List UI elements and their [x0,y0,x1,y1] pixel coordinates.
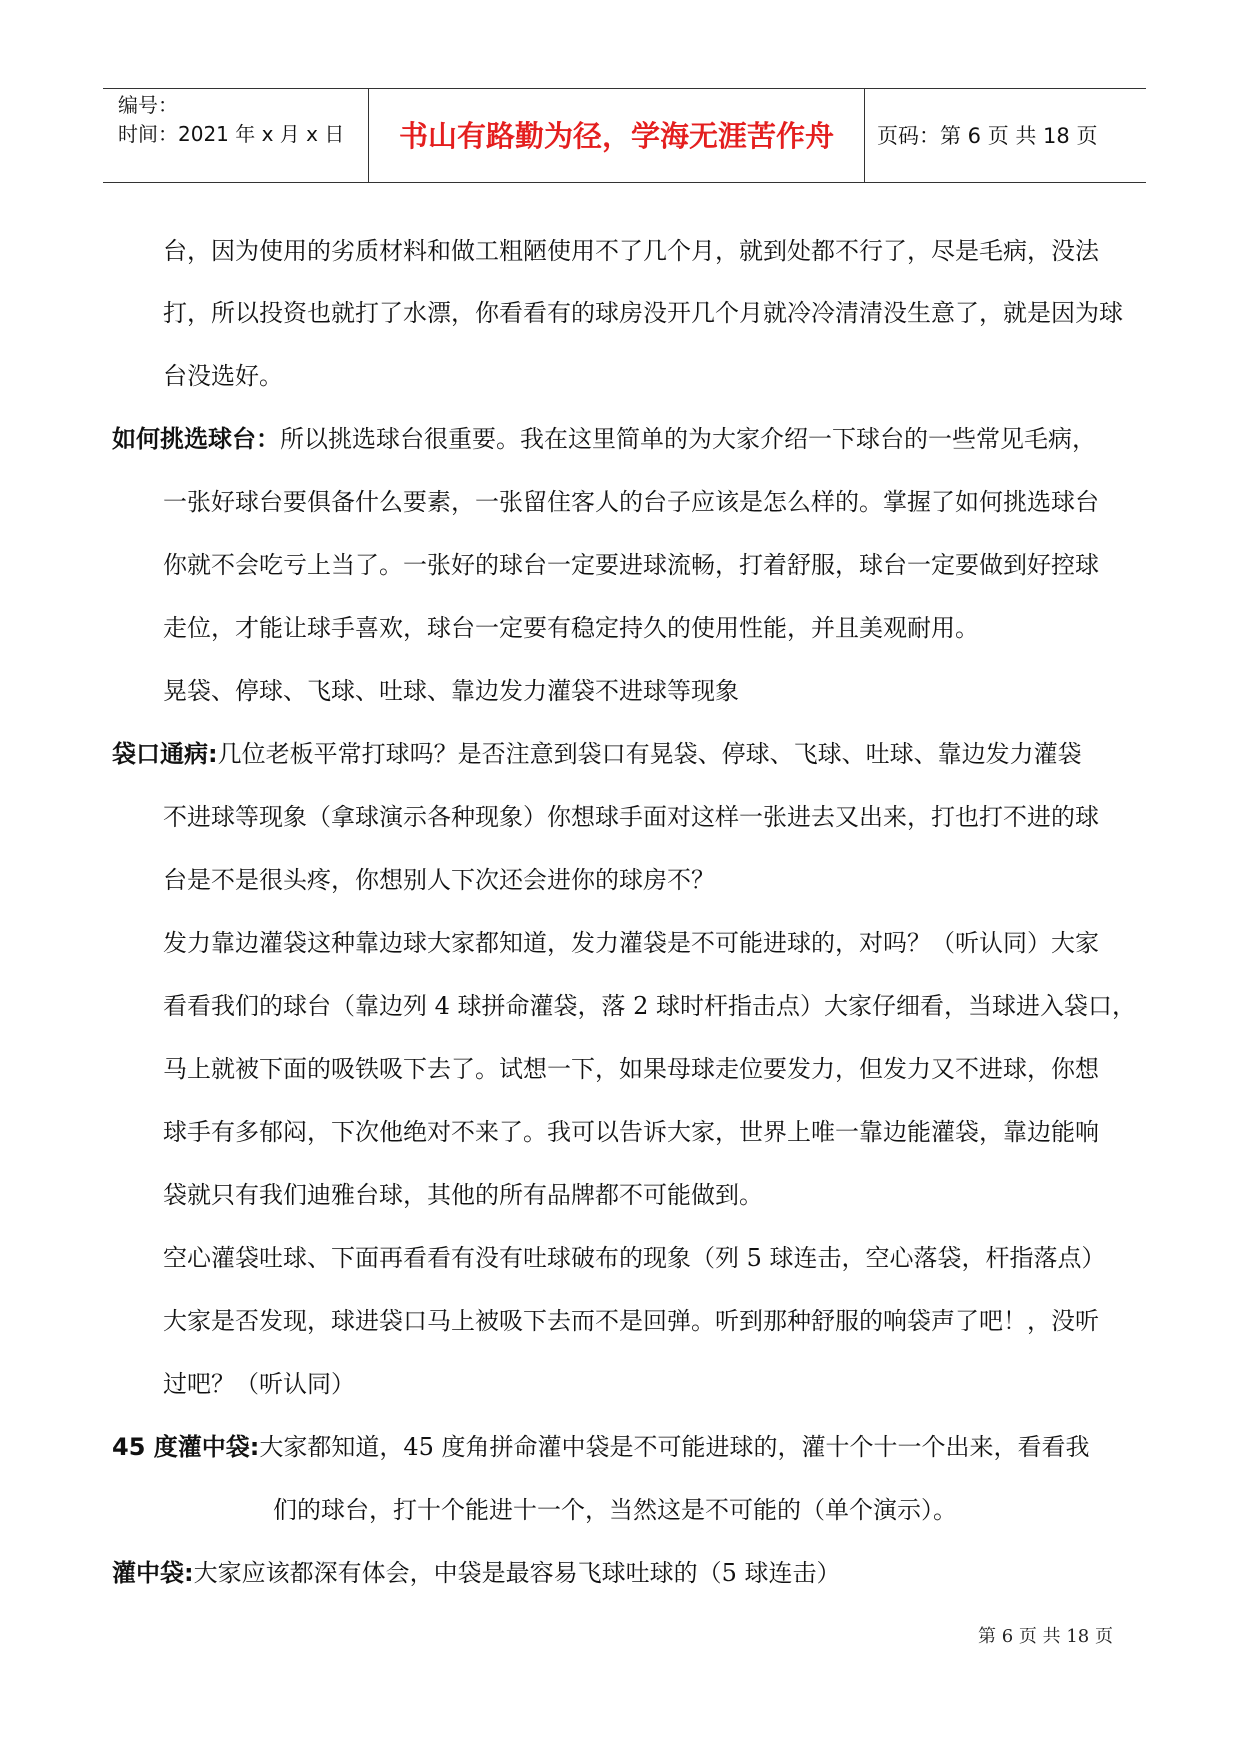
section-line [112,424,1096,454]
body-text: 大家都知道，45 度角拼命灌中袋是不可能进球的，灌十个十一个出来，看看我 [259,1433,1090,1461]
number-label: 编号： [118,93,178,117]
time-text: 时间：2021 年 x 月 x 日 [118,122,345,146]
body-line: 台没选好。 [163,362,283,390]
body-line: 发力靠边灌袋这种靠边球大家都知道，发力灌袋是不可能进球的，对吗？（听认同）大家 [163,929,1099,957]
body-line: 走位，才能让球手喜欢，球台一定要有稳定持久的使用性能，并且美观耐用。 [163,614,979,642]
body-line: 打，所以投资也就打了水漂，你看看有的球房没开几个月就冷冷清清没生意了，就是因为球 [163,299,1123,327]
header-motto-cell [368,89,865,182]
section-line [112,739,1082,769]
motto-text: 书山有路勤为径，学海无涯苦作舟 [398,119,834,153]
body-line: 过吧？（听认同） [163,1370,355,1398]
body-line: 台，因为使用的劣质材料和做工粗陋使用不了几个月，就到处都不行了，尽是毛病，没法 [163,237,1099,265]
section-label: 45 度灌中袋: [112,1433,260,1461]
body-line: 台是不是很头疼，你想别人下次还会进你的球房不？ [163,866,715,894]
body-line: 不进球等现象（拿球演示各种现象）你想球手面对这样一张进去又出来，打也打不进的球 [163,803,1099,831]
body-line: 看看我们的球台（靠边列 4 球拼命灌袋，落 2 球时杆指击点）大家仔细看，当球进入袋口， [163,992,1137,1020]
page-info: 页码：第 6 页 共 18 页 [877,124,1098,148]
body-text: 几位老板平常打球吗？是否注意到袋口有晃袋、停球、飞球、吐球、靠边发力灌袋 [217,740,1082,768]
body-line: 大家是否发现，球进袋口马上被吸下去而不是回弹。听到那种舒服的响袋声了吧！，没听 [163,1307,1099,1335]
page-header [103,88,1146,183]
header-page-cell [865,89,1146,182]
body-text: 所以挑选球台很重要。我在这里简单的为大家介绍一下球台的一些常见毛病， [280,425,1096,453]
body-line: 们的球台，打十个能进十一个，当然这是不可能的（单个演示）。 [273,1496,957,1524]
body-line: 晃袋、停球、飞球、吐球、靠边发力灌袋不进球等现象 [163,677,739,705]
page-footer: 第 6 页 共 18 页 [978,1626,1113,1647]
body-line: 球手有多郁闷，下次他绝对不来了。我可以告诉大家，世界上唯一靠边能灌袋，靠边能响 [163,1118,1099,1146]
section-label: 如何挑选球台： [112,425,280,453]
section-line [112,1432,1090,1462]
body-line: 一张好球台要俱备什么要素，一张留住客人的台子应该是怎么样的。掌握了如何挑选球台 [163,488,1099,516]
section-label: 袋口通病: [112,740,218,768]
section-label: 灌中袋: [112,1559,194,1587]
body-text: 大家应该都深有体会，中袋是最容易飞球吐球的（5 球连击） [193,1559,841,1587]
body-line: 袋就只有我们迪雅台球，其他的所有品牌都不可能做到。 [163,1181,763,1209]
section-line [112,1558,841,1588]
body-line: 空心灌袋吐球、下面再看看有没有吐球破布的现象（列 5 球连击，空心落袋，杆指落点） [163,1244,1106,1272]
body-line: 你就不会吃亏上当了。一张好的球台一定要进球流畅，打着舒服，球台一定要做到好控球 [163,551,1099,579]
header-meta-cell [103,89,368,182]
body-line: 马上就被下面的吸铁吸下去了。试想一下，如果母球走位要发力，但发力又不进球，你想 [163,1055,1099,1083]
